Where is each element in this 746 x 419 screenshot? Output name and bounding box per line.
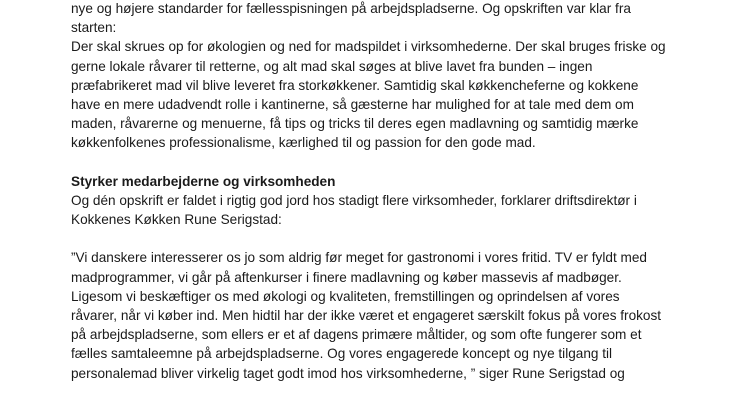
quote-text-line: råvarer, når vi køber ind. Men hidtil har der ikke været et engageret særskilt fokus på vores frokost — [71, 308, 662, 323]
paragraph-gap — [71, 229, 731, 248]
body-text-line: Og dén opskrift er faldet i rigtig god jord hos stadigt flere virksomheder, forklarer driftsdirektør i — [71, 192, 637, 208]
article-body — [71, 0, 731, 383]
section-paragraph — [71, 191, 731, 229]
quote-text-line: ”Vi danskere interesserer os jo som aldrig før meget for gastronomi i vores fritid. TV er fyldt med — [71, 250, 647, 266]
intro-paragraph — [71, 0, 731, 153]
section-heading: Styrker medarbejderne og virksomheden — [71, 173, 336, 189]
quote-paragraph — [71, 248, 731, 382]
quote-text-line: fælles samtaleemne på arbejdspladserne. Og vores engagerede koncept og nye tilgang til — [71, 346, 613, 362]
quote-text-line: madprogrammer, vi går på aftenkurser i finere madlavning og køber massevis af madbøger. — [71, 269, 622, 285]
quote-text-line: Ligesom vi beskæftiger os med økologi og kvaliteten, fremstillingen og oprindelsen af vores — [71, 288, 620, 304]
paragraph-gap — [71, 153, 731, 172]
body-text-line: gerne lokale råvarer til retterne, og alt mad skal søges at blive lavet fra bunden – ingen — [71, 58, 593, 74]
body-text-line: præfabrikeret mad vil blive leveret fra storkøkkener. Samtidig skal køkkencheferne og kokkene — [71, 77, 639, 93]
quote-text-line: på arbejdspladserne, som ellers er et af dagens primære måltider, og som ofte fungerer som et — [71, 327, 642, 343]
body-text-line: maden, råvarerne og menuerne, få tips og tricks til deres egen madlavning og samtidig mærke — [71, 116, 639, 132]
body-text-line: Der skal skrues op for økologien og ned for madspildet i virksomhederne. Der skal bruges friske og — [71, 39, 666, 55]
body-text-line: Kokkenes Køkken Rune Serigstad: — [71, 212, 282, 228]
body-text-line: have en mere udadvendt rolle i kantinerne, så gæsterne har mulighed for at tale med dem om — [71, 96, 634, 112]
quote-text-line: personalemad bliver virkelig taget godt imod hos virksomhederne, ” siger Rune Serigstad og — [71, 365, 625, 381]
body-text-line: køkkenfolkenes professionalisme, kærlighed til og passion for den gode mad. — [71, 135, 536, 151]
body-text-line: starten: — [71, 20, 117, 36]
body-text-line: nye og højere standarder for fællesspisningen på arbejdspladserne. Og opskriften var klar fra — [71, 1, 631, 16]
